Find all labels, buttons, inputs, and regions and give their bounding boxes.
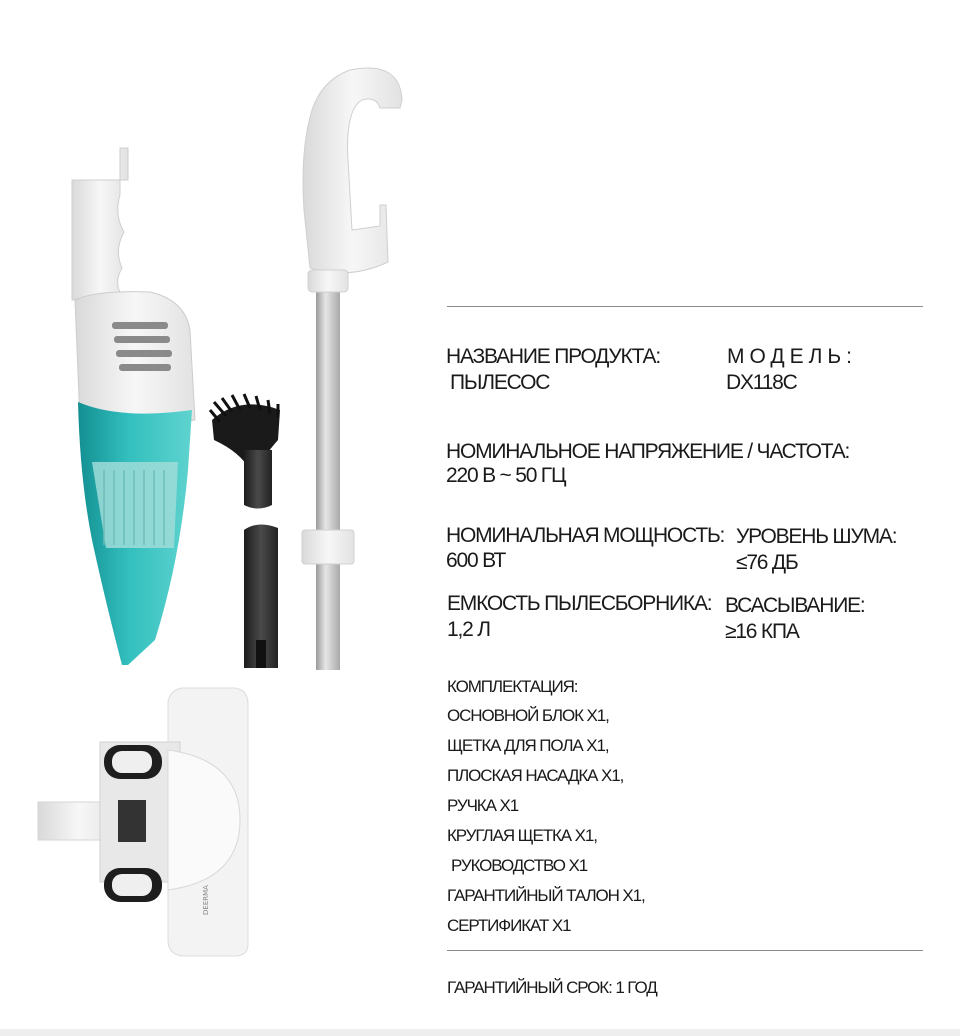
voltage-label: НОМИНАЛЬНОЕ НАПРЯЖЕНИЕ / ЧАСТОТА: [446, 440, 850, 463]
package-item: ГАРАНТИЙНЫЙ ТАЛОН X1, [447, 886, 645, 905]
capacity-value: 1,2 Л [447, 618, 490, 641]
package-item: ПЛОСКАЯ НАСАДКА X1, [447, 766, 624, 785]
power-label: НОМИНАЛЬНАЯ МОЩНОСТЬ: [446, 524, 725, 547]
capacity-label: ЕМКОСТЬ ПЫЛЕСБОРНИКА: [447, 592, 712, 615]
package-item: КРУГЛАЯ ЩЕТКА X1, [447, 826, 597, 845]
power-value: 600 ВТ [446, 549, 506, 572]
top-divider [447, 306, 923, 307]
bottom-band [0, 1029, 960, 1036]
package-item: СЕРТИФИКАТ X1 [447, 916, 571, 935]
voltage-value: 220 В ~ 50 ГЦ [446, 464, 566, 487]
model-label: МОДЕЛЬ: [727, 345, 857, 368]
round-brush-attachment [210, 394, 280, 509]
suction-label: ВСАСЫВАНИЕ: [725, 594, 865, 617]
brand-mark: DEERMA [202, 885, 210, 915]
package-item: РУЧКА X1 [447, 796, 519, 815]
bottom-divider [447, 950, 923, 951]
product-name-label: НАЗВАНИЕ ПРОДУКТА: [446, 345, 660, 368]
handheld-vacuum-unit [72, 148, 195, 665]
model-value: DX118C [726, 371, 797, 394]
floor-brush-attachment [38, 688, 248, 956]
package-title: КОМПЛЕКТАЦИЯ: [447, 677, 578, 696]
warranty-term: ГАРАНТИЙНЫЙ СРОК: 1 ГОД [447, 978, 657, 997]
product-name-value: ПЫЛЕСОС [450, 371, 550, 394]
suction-value: ≥16 КПА [725, 620, 799, 643]
package-item: РУКОВОДСТВО X1 [451, 856, 588, 875]
noise-value: ≤76 ДБ [736, 551, 798, 574]
crevice-tool-attachment [244, 524, 278, 668]
extension-tube-with-handle [302, 68, 402, 670]
package-item: ОСНОВНОЙ БЛОК X1, [447, 706, 609, 725]
noise-label: УРОВЕНЬ ШУМА: [736, 525, 897, 548]
package-item: ЩЕТКА ДЛЯ ПОЛА X1, [447, 736, 609, 755]
